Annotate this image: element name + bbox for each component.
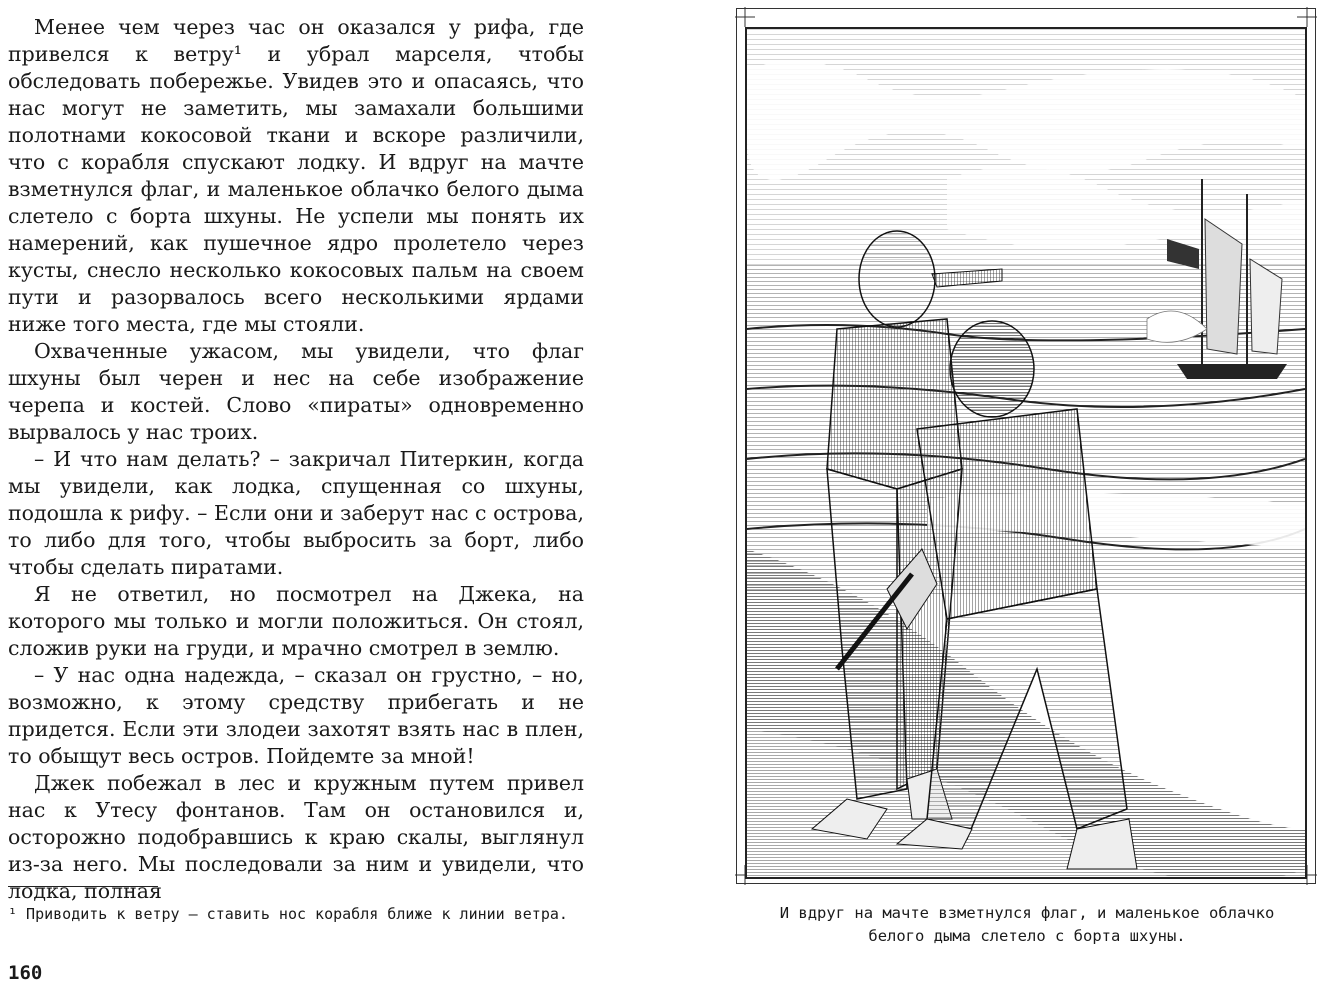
illustration-frame (736, 8, 1316, 884)
paragraph-4: Я не ответил, но посмотрел на Джека, на которого мы только и могли положиться. Он стоял, сложив руки на груди, и мрачно смотрел в землю. (8, 582, 584, 660)
paragraph-2: Охваченные ужасом, мы увидели, что флаг шхуны был черен и нес на себе изображение черепа и костей. Слово «пираты» одновременно вырвалось у нас троих. (8, 339, 584, 444)
paragraph-6: Джек побежал в лес и кружным путем привел нас к Утесу фонтанов. Там он остановился и, осторожно подобравшись к краю скалы, выглянул из-за него. Мы последовали за ним и увидели, что лодка, полная (8, 771, 584, 903)
paragraph-3: – И что нам делать? – закричал Питеркин, когда мы увидели, как лодка, спущенная со шхуны, подошла к рифу. – Если они и заберут нас с острова, то либо для того, чтобы выбросить за борт, либо чтобы сделать пиратами. (8, 447, 584, 579)
caption-line-2: белого дыма слетело с борта шхуны. (868, 927, 1186, 945)
body-text (8, 14, 584, 905)
illustration-caption (730, 902, 1324, 948)
corner-mark-icon (1297, 7, 1317, 27)
footnote: ¹ Приводить к ветру – ставить нос корабля ближе к линии ветра. (8, 905, 568, 923)
engraving-illustration (745, 27, 1307, 879)
paragraph-5: – У нас одна надежда, – сказал он грустно, – но, возможно, к этому средству прибегать и не придется. Если эти злодеи захотят взять нас в плен, то обыщут весь остров. Пойдемте за мной! (8, 663, 584, 768)
paragraph-1: Менее чем через час он оказался у рифа, где привелся к ветру¹ и убрал марселя, чтобы обследовать побережье. Увидев это и опасаясь, что нас могут не заметить, мы замахали большими полотнами кокосовой ткани и вскоре различили, что с корабля спускают лодку. И вдруг на мачте взметнулся флаг, и маленькое облачко белого дыма слетело с борта шхуны. Не успели мы понять их намерений, как пушечное ядро пролетело через кусты, снесло несколько кокосовых пальм на своем пути и разорвалось всего несколькими ярдами ниже того места, где мы стояли. (8, 15, 584, 336)
page-number: 160 (8, 962, 43, 984)
caption-line-1: И вдруг на мачте взметнулся флаг, и маленькое облачко (779, 904, 1275, 922)
engraving-scene (747, 29, 1305, 877)
corner-mark-icon (735, 7, 755, 27)
right-page (730, 0, 1344, 988)
footnote-divider (8, 886, 158, 887)
left-page (0, 0, 640, 988)
